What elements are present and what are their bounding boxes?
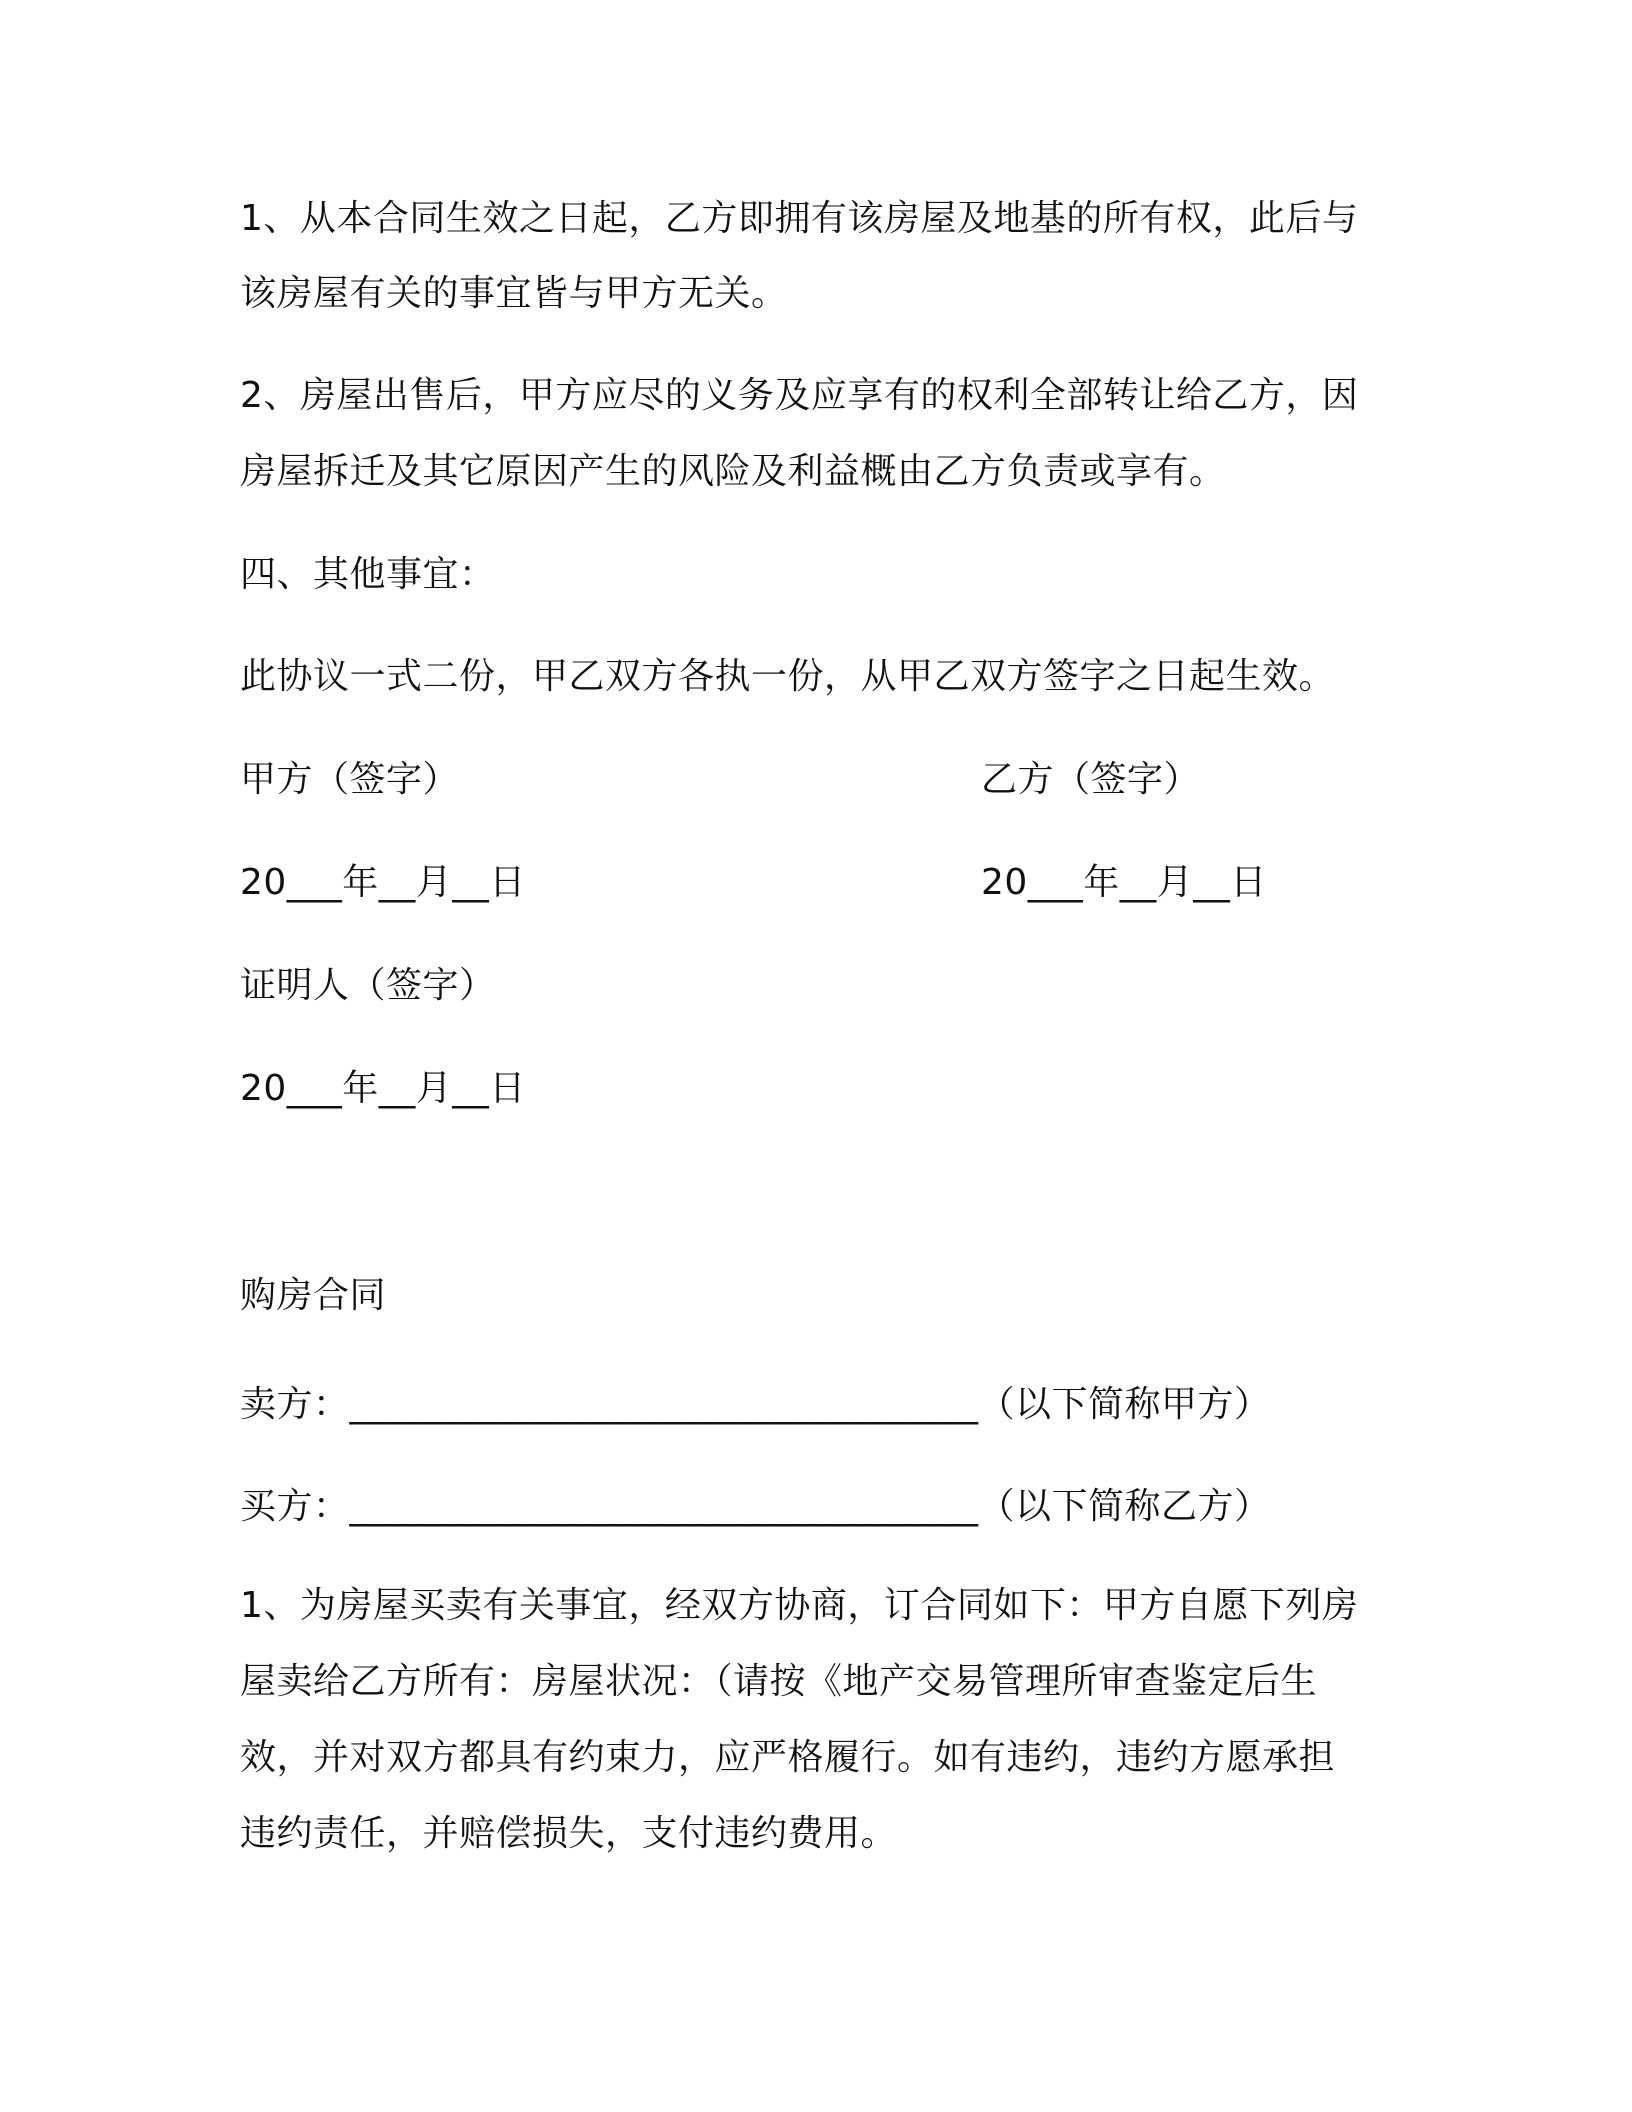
- seller-line: 卖方：__________________________________（以下简称甲方）: [240, 1384, 1271, 1425]
- purchase-clause-line-2: 屋卖给乙方所有：房屋状况：（请按《地产交易管理所审查鉴定后生: [240, 1661, 1318, 1702]
- party-a-date: 20___年__月__日: [240, 862, 526, 903]
- clause-2-line-2: 房屋拆迁及其它原因产生的风险及利益概由乙方负责或享有。: [240, 451, 1226, 492]
- clause-1-line-2: 该房屋有关的事宜皆与甲方无关。: [240, 273, 788, 314]
- party-b-signature-label: 乙方（签字）: [981, 759, 1201, 800]
- purchase-clause-line-1: 1、为房屋买卖有关事宜，经双方协商，订合同如下：甲方自愿下列房: [240, 1585, 1359, 1626]
- party-a-signature-label: 甲方（签字）: [240, 759, 460, 800]
- section-4-heading: 四、其他事宜：: [240, 554, 496, 595]
- witness-date: 20___年__月__日: [240, 1068, 526, 1109]
- purchase-clause-line-3: 效，并对双方都具有约束力，应严格履行。如有违约，违约方愿承担: [240, 1737, 1336, 1778]
- clause-1-line-1: 1、从本合同生效之日起，乙方即拥有该房屋及地基的所有权，此后与: [240, 198, 1359, 239]
- clause-2-line-1: 2、房屋出售后，甲方应尽的义务及应享有的权利全部转让给乙方，因: [240, 375, 1359, 416]
- purchase-clause-line-4: 违约责任，并赔偿损失，支付违约费用。: [240, 1813, 898, 1854]
- buyer-line: 买方：__________________________________（以下简称乙方）: [240, 1486, 1271, 1527]
- party-b-date: 20___年__月__日: [981, 862, 1267, 903]
- contract-title: 购房合同: [240, 1275, 387, 1316]
- witness-signature-label: 证明人（签字）: [240, 965, 496, 1006]
- copies-statement: 此协议一式二份，甲乙双方各执一份，从甲乙双方签字之日起生效。: [240, 656, 1336, 697]
